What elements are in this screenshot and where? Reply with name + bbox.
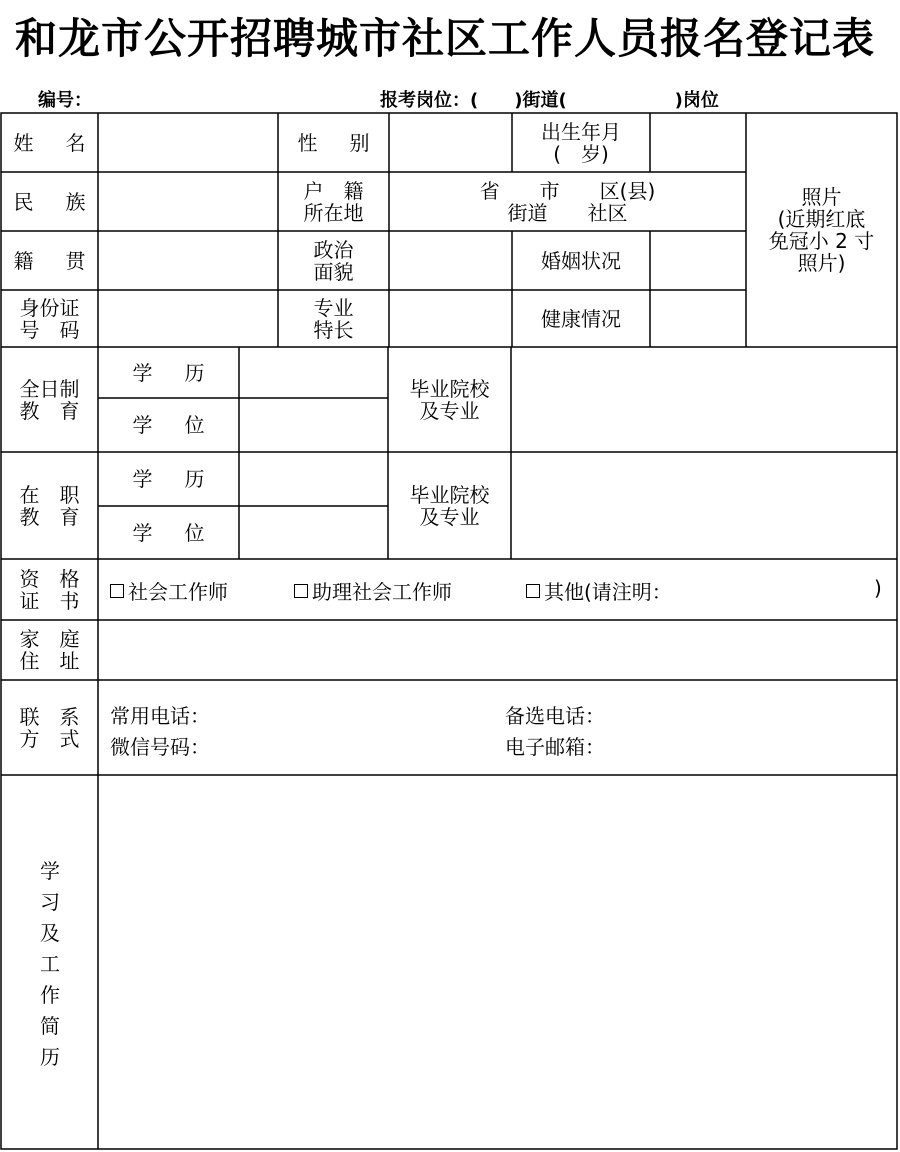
contact-label: 联 系 方 式	[19, 704, 80, 751]
hukou-label: 户 籍 所在地	[303, 178, 364, 225]
checkbox-icon[interactable]	[526, 584, 540, 598]
fulltime-degree-record-label: 学 历	[132, 360, 205, 385]
political-label: 政治 面貌	[313, 237, 354, 284]
id-number-label: 身份证 号 码	[19, 295, 80, 342]
fulltime-school-label: 毕业院校 及专业	[409, 376, 490, 423]
home-address-label: 家 庭 住 址	[19, 627, 80, 673]
assistant-social-worker-option[interactable]: 助理社会工作师	[294, 576, 452, 605]
checkbox-icon[interactable]	[294, 584, 308, 598]
other-qualification-option[interactable]: 其他(请注明：	[526, 576, 672, 605]
photo-box: 照片 (近期红底 免冠小 2 寸 照片)	[768, 185, 875, 275]
resume-label: 学 习 及 工 作 简 历	[40, 859, 60, 1069]
fulltime-education-label: 全日制 教 育	[19, 376, 80, 423]
form-title: 和龙市公开招聘城市社区工作人员报名登记表	[14, 14, 875, 63]
native-label: 籍 贯	[13, 248, 86, 273]
number-label: 编号：	[38, 90, 92, 111]
checkbox-icon[interactable]	[110, 584, 124, 598]
other-qualification-close: )	[874, 576, 882, 600]
gender-label: 性 别	[297, 130, 370, 155]
health-label: 健康情况	[541, 306, 621, 331]
inservice-degree-label: 学 位	[132, 520, 205, 545]
email-label: 电子邮箱：	[505, 735, 605, 759]
alt-phone-label: 备选电话：	[505, 704, 605, 728]
specialty-label: 专业 特长	[313, 295, 354, 342]
position-label: 报考岗位：( )街道( )岗位	[380, 90, 719, 111]
name-label: 姓 名	[13, 130, 86, 155]
phone-label: 常用电话：	[110, 704, 210, 728]
inservice-education-label: 在 职 教 育	[19, 482, 80, 529]
wechat-label: 微信号码：	[110, 735, 210, 759]
ethnic-label: 民 族	[13, 189, 86, 214]
inservice-school-label: 毕业院校 及专业	[409, 482, 490, 529]
inservice-degree-record-label: 学 历	[132, 467, 205, 491]
hukou-place-value: 省 市 区(县) 街道 社区	[479, 178, 656, 225]
fulltime-degree-label: 学 位	[132, 413, 205, 437]
qualification-label: 资 格 证 书	[19, 566, 80, 613]
marital-label: 婚姻状况	[541, 248, 621, 273]
birth-label: 出生年月 ( 岁)	[541, 119, 621, 166]
social-worker-option[interactable]: 社会工作师	[110, 576, 228, 605]
